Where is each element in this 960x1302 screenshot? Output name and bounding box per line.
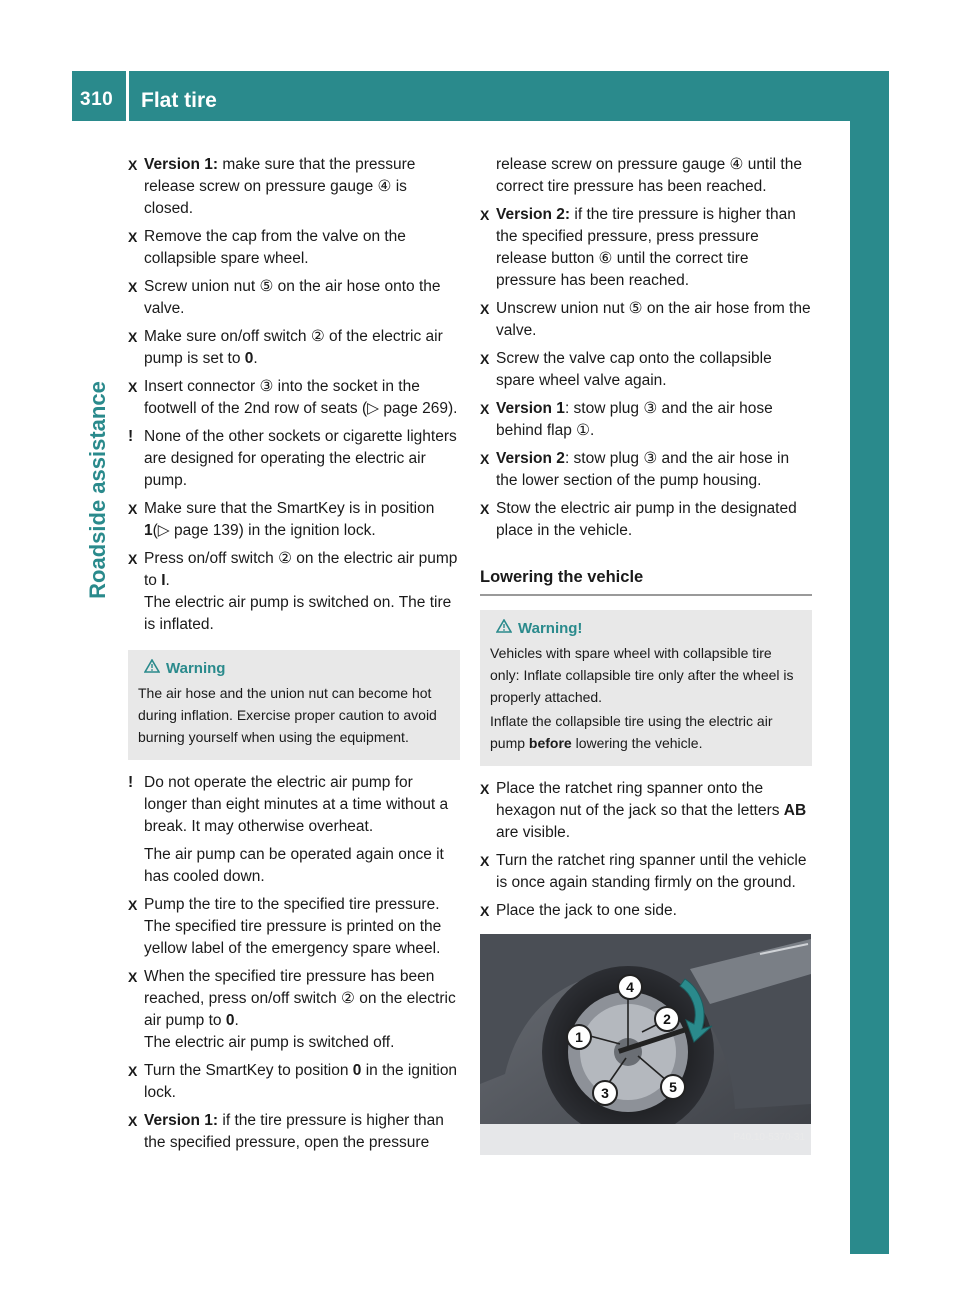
- note-text: Do not operate the electric air pump for longer than eight minutes at a time without a break. It may otherwise overheat.: [144, 774, 449, 835]
- step-text: Unscrew union nut ⑤ on the air hose from the valve.: [496, 300, 811, 339]
- instruction-step: [480, 900, 812, 922]
- wheel-jack-illustration: [480, 934, 811, 1155]
- step-text: Version 2: stow plug ③ and the air hose in the lower section of the pump housing.: [496, 450, 790, 489]
- instruction-step: [128, 276, 460, 320]
- step-marker-icon: X: [480, 451, 490, 467]
- callout-2: 2: [654, 1006, 680, 1032]
- step-text: Pump the tire to the specified tire pressure.: [144, 896, 440, 913]
- warning-title-text: Warning: [166, 660, 226, 677]
- warning-title: [490, 618, 802, 640]
- step-text: Version 2: if the tire pressure is higher than the specified pressure, press pressure release button ⑥ until the correct tire pressure has been reached.: [496, 206, 796, 289]
- instruction-continuation: [480, 154, 812, 198]
- note-text: None of the other sockets or cigarette lighters are designed for operating the electric air pump.: [144, 428, 457, 489]
- step-marker-icon: X: [128, 329, 138, 345]
- step-result: The specified tire pressure is printed on the yellow label of the emergency spare wheel.: [144, 918, 442, 957]
- note-text: The air pump can be operated again once it has cooled down.: [144, 846, 444, 885]
- step-marker-icon: X: [480, 903, 490, 919]
- instruction-step: [480, 850, 812, 894]
- warning-triangle-icon: [496, 619, 512, 633]
- wheel-illustration-svg: [480, 934, 811, 1155]
- step-marker-icon: X: [128, 157, 138, 173]
- step-marker-icon: X: [128, 897, 138, 913]
- step-text: release screw on pressure gauge ④ until the correct tire pressure has been reached.: [496, 156, 802, 195]
- step-text: Place the ratchet ring spanner onto the hexagon nut of the jack so that the letters AB are visible.: [496, 780, 807, 841]
- step-marker-icon: X: [480, 401, 490, 417]
- step-text: Place the jack to one side.: [496, 902, 677, 919]
- warning-box-hot-hose: [128, 650, 460, 760]
- side-tab-bar: [850, 71, 889, 1254]
- instruction-step: [480, 204, 812, 292]
- section-heading: Lowering the vehicle: [480, 566, 812, 596]
- step-text: Stow the electric air pump in the designated place in the vehicle.: [496, 500, 797, 539]
- instruction-step: [480, 448, 812, 492]
- instruction-step: [128, 376, 460, 420]
- warning-triangle-icon: [144, 659, 160, 673]
- warning-title-text: Warning!: [518, 620, 583, 637]
- right-column: [480, 154, 812, 1155]
- caution-icon: !: [128, 774, 134, 791]
- warning-text: Inflate the collapsible tire using the electric air pump before lowering the vehicle.: [490, 713, 773, 751]
- instruction-step: [480, 398, 812, 442]
- instruction-step: [128, 154, 460, 220]
- step-marker-icon: X: [480, 781, 490, 797]
- warning-box-collapsible-tire: [480, 610, 812, 766]
- instruction-step: [128, 1060, 460, 1104]
- step-marker-icon: X: [480, 853, 490, 869]
- step-marker-icon: X: [480, 301, 490, 317]
- instruction-step: [480, 348, 812, 392]
- step-marker-icon: X: [480, 207, 490, 223]
- step-marker-icon: X: [128, 279, 138, 295]
- left-column: [128, 154, 460, 1160]
- warning-text: The air hose and the union nut can become hot during inflation. Exercise proper caution to avoid burning yourself when using the equipment.: [138, 685, 437, 745]
- step-text: Version 1: make sure that the pressure release screw on pressure gauge ④ is closed.: [144, 156, 416, 217]
- instruction-step: [480, 498, 812, 542]
- step-marker-icon: X: [480, 351, 490, 367]
- instruction-step: [128, 548, 460, 636]
- step-text: Screw the valve cap onto the collapsible spare wheel valve again.: [496, 350, 772, 389]
- step-marker-icon: X: [480, 501, 490, 517]
- caution-note: [128, 426, 460, 492]
- step-text: Version 1: stow plug ③ and the air hose behind flap ①.: [496, 400, 773, 439]
- step-marker-icon: X: [128, 1113, 138, 1129]
- caution-note: [128, 772, 460, 888]
- step-text: Screw union nut ⑤ on the air hose onto the valve.: [144, 278, 441, 317]
- side-section-label: Roadside assistance: [85, 381, 110, 599]
- step-text: Make sure on/off switch ② of the electric air pump is set to 0.: [144, 328, 443, 367]
- instruction-step: [128, 966, 460, 1054]
- callout-4: 4: [617, 974, 643, 1000]
- page-title: Flat tire: [141, 89, 217, 112]
- step-text: Version 1: if the tire pressure is higher than the specified pressure, open the pressure: [144, 1112, 444, 1151]
- instruction-step: [128, 226, 460, 270]
- instruction-step: [128, 498, 460, 542]
- instruction-step: [128, 326, 460, 370]
- callout-1: 1: [566, 1024, 592, 1050]
- step-marker-icon: X: [128, 379, 138, 395]
- instruction-step: [128, 894, 460, 960]
- step-text: Turn the SmartKey to position 0 in the ignition lock.: [144, 1062, 458, 1101]
- caution-icon: !: [128, 428, 134, 445]
- instruction-step: [480, 298, 812, 342]
- step-text: Remove the cap from the valve on the collapsible spare wheel.: [144, 228, 406, 267]
- step-marker-icon: X: [128, 501, 138, 517]
- page-number: 310: [80, 89, 114, 110]
- step-marker-icon: X: [128, 969, 138, 985]
- step-text: Make sure that the SmartKey is in position 1(▷ page 139) in the ignition lock.: [144, 500, 435, 539]
- step-marker-icon: X: [128, 551, 138, 567]
- warning-text: Vehicles with spare wheel with collapsible tire only: Inflate collapsible tire only after the wheel is properly attached.: [490, 645, 794, 705]
- step-text: Insert connector ③ into the socket in the footwell of the 2nd row of seats (▷ page 269).: [144, 378, 458, 417]
- step-marker-icon: X: [128, 1063, 138, 1079]
- warning-title: [138, 658, 450, 680]
- instruction-step: [480, 778, 812, 844]
- callout-5: 5: [660, 1074, 686, 1100]
- step-text: Turn the ratchet ring spanner until the vehicle is once again standing firmly on the ground.: [496, 852, 807, 891]
- side-section-label-wrap: [83, 300, 113, 680]
- callout-3: 3: [592, 1080, 618, 1106]
- step-marker-icon: X: [128, 229, 138, 245]
- instruction-step: [128, 1110, 460, 1154]
- step-result: The electric air pump is switched off.: [144, 1034, 395, 1051]
- step-result: The electric air pump is switched on. The tire is inflated.: [144, 594, 452, 633]
- figure-code: P40.10-5370-31: [733, 1132, 805, 1143]
- step-text: When the specified tire pressure has been reached, press on/off switch ② on the electric air pump to 0.: [144, 968, 456, 1029]
- header-divider: [126, 71, 129, 121]
- step-text: Press on/off switch ② on the electric air pump to I.: [144, 550, 458, 589]
